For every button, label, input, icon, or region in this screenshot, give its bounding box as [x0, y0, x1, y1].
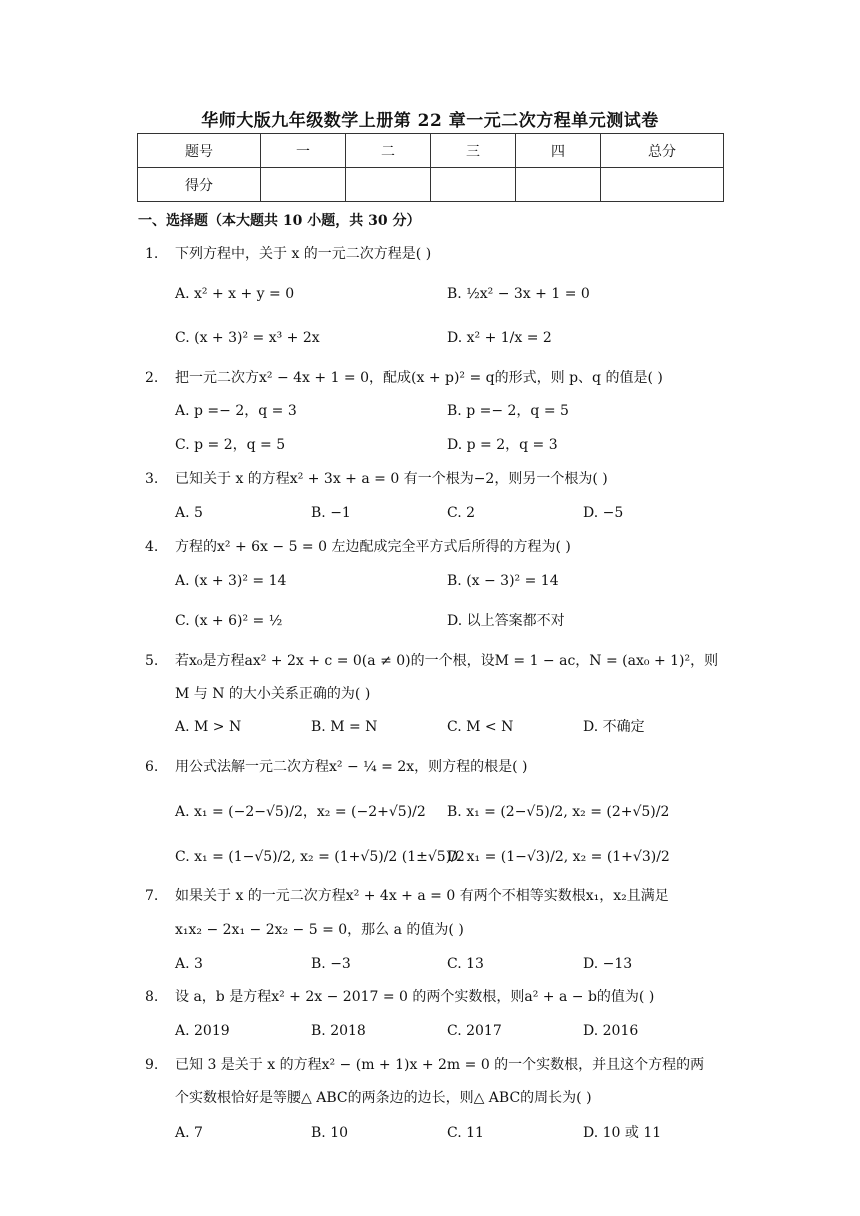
score-header-cell: 题号: [138, 134, 261, 168]
option-a: A. 2019: [175, 1023, 230, 1039]
option-c: C. (x + 3)² = x³ + 2x: [175, 330, 320, 346]
option-a: A. x² + x + y = 0: [175, 286, 295, 302]
question-stem: 如果关于 x 的一元二次方程x² + 4x + a = 0 有两个不相等实数根x₁，x₂且满足: [175, 888, 669, 904]
score-header-cell: 总分: [601, 134, 724, 168]
question-number: 5.: [145, 653, 159, 669]
option-a: A. (x + 3)² = 14: [175, 573, 287, 589]
question-stem-continued: 个实数根恰好是等腰△ ABC的两条边的边长，则△ ABC的周长为( ): [175, 1090, 592, 1106]
question-number: 9.: [145, 1057, 159, 1073]
score-cell[interactable]: [601, 168, 724, 202]
question-number: 3.: [145, 471, 159, 487]
score-header-cell: 一: [261, 134, 346, 168]
question-stem: 若x₀是方程ax² + 2x + c = 0(a ≠ 0)的一个根，设M = 1 − ac，N = (ax₀ + 1)²，则: [175, 653, 719, 669]
option-a: A. 5: [175, 505, 203, 521]
option-a: A. M > N: [175, 719, 242, 735]
question-stem: 已知关于 x 的方程x² + 3x + a = 0 有一个根为−2，则另一个根为( ): [175, 471, 608, 487]
question-number: 4.: [145, 539, 159, 555]
option-a: A. 7: [175, 1125, 203, 1141]
option-d: D. 2016: [583, 1023, 639, 1039]
question-number: 8.: [145, 989, 159, 1005]
option-d: D. 以上答案都不对: [447, 613, 565, 629]
document-title: 华师大版九年级数学上册第 22 章一元二次方程单元测试卷: [201, 111, 659, 131]
option-d: D. x₁ = (1−√3)/2, x₂ = (1+√3)/2: [447, 849, 670, 865]
question-stem: 设 a，b 是方程x² + 2x − 2017 = 0 的两个实数根，则a² + a − b的值为( ): [175, 989, 655, 1005]
score-table-score-row: [138, 168, 724, 202]
score-header-cell: 二: [346, 134, 431, 168]
option-c: C. x₁ = (1−√5)/2, x₂ = (1+√5)/2 (1±√5)/2: [175, 849, 465, 865]
score-cell[interactable]: [346, 168, 431, 202]
question-number: 1.: [145, 246, 159, 262]
question-number: 7.: [145, 888, 159, 904]
option-b: B. (x − 3)² = 14: [447, 573, 559, 589]
question-stem: 已知 3 是关于 x 的方程x² − (m + 1)x + 2m = 0 的一个实数根，并且这个方程的两: [175, 1057, 705, 1073]
question-number: 6.: [145, 759, 159, 775]
question-stem: 把一元二次方x² − 4x + 1 = 0，配成(x + p)² = q的形式，则 p、q 的值是( ): [175, 370, 663, 386]
score-row-label: 得分: [138, 168, 261, 202]
question-stem: 下列方程中，关于 x 的一元二次方程是( ): [175, 246, 432, 262]
option-b: B. ½x² − 3x + 1 = 0: [447, 286, 590, 302]
option-b: B. 10: [311, 1125, 349, 1141]
option-c: C. p = 2，q = 5: [175, 437, 286, 453]
option-a: A. p =− 2，q = 3: [175, 403, 297, 419]
option-d: D. x² + 1/x = 2: [447, 330, 552, 346]
option-d: D. 不确定: [583, 719, 645, 735]
option-d: D. −5: [583, 505, 624, 521]
option-a: A. 3: [175, 956, 203, 972]
option-b: B. M = N: [311, 719, 378, 735]
option-b: B. p =− 2，q = 5: [447, 403, 569, 419]
score-header-cell: 四: [516, 134, 601, 168]
option-c: C. 2017: [447, 1023, 502, 1039]
option-b: B. −1: [311, 505, 351, 521]
score-cell[interactable]: [431, 168, 516, 202]
score-table-header-row: [138, 134, 724, 168]
option-c: C. M < N: [447, 719, 514, 735]
option-a: A. x₁ = (−2−√5)/2，x₂ = (−2+√5)/2: [175, 804, 426, 820]
option-c: C. 11: [447, 1125, 484, 1141]
score-cell[interactable]: [261, 168, 346, 202]
option-d: D. −13: [583, 956, 633, 972]
option-c: C. 13: [447, 956, 484, 972]
score-header-cell: 三: [431, 134, 516, 168]
question-stem-continued: M 与 N 的大小关系正确的为( ): [175, 686, 371, 702]
option-c: C. 2: [447, 505, 476, 521]
question-number: 2.: [145, 370, 159, 386]
question-stem-continued: x₁x₂ − 2x₁ − 2x₂ − 5 = 0，那么 a 的值为( ): [175, 922, 464, 938]
question-stem: 用公式法解一元二次方程x² − ¼ = 2x，则方程的根是( ): [175, 759, 528, 775]
option-c: C. (x + 6)² = ½: [175, 613, 283, 629]
option-b: B. 2018: [311, 1023, 366, 1039]
option-d: D. 10 或 11: [583, 1125, 662, 1141]
option-d: D. p = 2，q = 3: [447, 437, 558, 453]
score-table: [137, 133, 724, 202]
score-cell[interactable]: [516, 168, 601, 202]
option-b: B. −3: [311, 956, 351, 972]
question-stem: 方程的x² + 6x − 5 = 0 左边配成完全平方式后所得的方程为( ): [175, 539, 571, 555]
section-heading: 一、选择题（本大题共 10 小题，共 30 分）: [138, 213, 421, 229]
option-b: B. x₁ = (2−√5)/2, x₂ = (2+√5)/2: [447, 804, 670, 820]
